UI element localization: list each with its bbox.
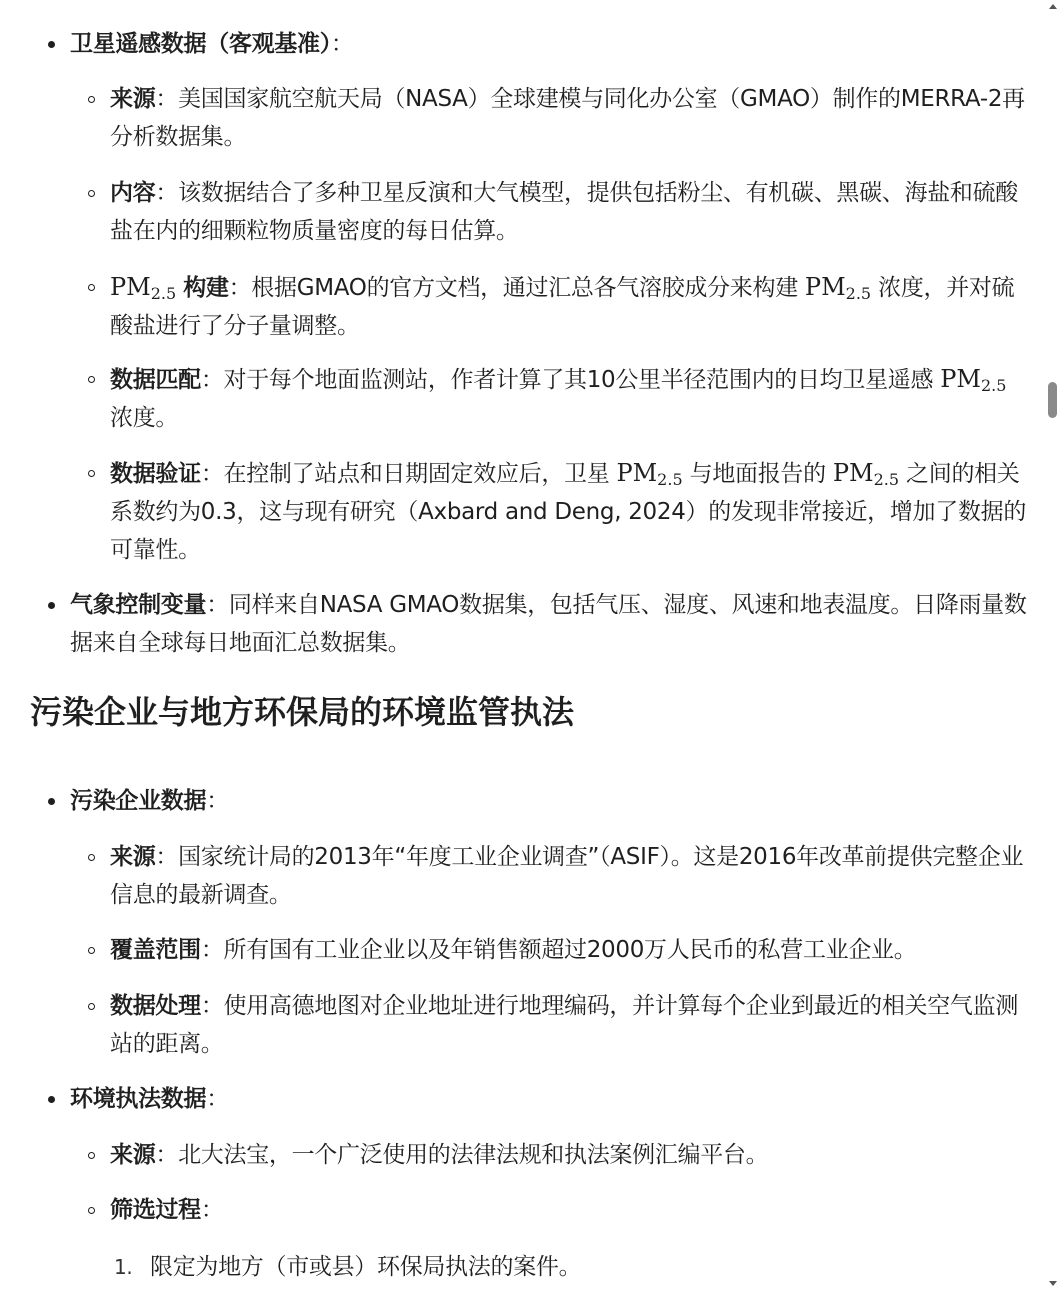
sub-item-data-match: 数据匹配：对于每个地面监测站，作者计算了其10公里半径范围内的日均卫星遥感 $PM_{2.5}$ 浓度。	[110, 365, 1007, 431]
math-pm25: $PM_{2.5}$	[110, 273, 177, 303]
sub-item-label: 数据处理	[110, 993, 201, 1019]
ordered-list-item: 限定为地方（市或县）环保局执法的案件。	[150, 1254, 582, 1280]
math-pm25: $PM_{2.5}$	[832, 459, 900, 489]
sub-item-label: 数据匹配	[110, 367, 201, 393]
sub-item-label: 来源	[110, 1142, 156, 1168]
sub-item-label: 筛选过程	[110, 1197, 201, 1223]
sub-item-content: 内容：该数据结合了多种卫星反演和大气模型，提供包括粉尘、有机碳、黑碳、海盐和硫酸盐在内的细颗粒物质量密度的每日估算。	[110, 180, 1019, 244]
sub-item-pm-build: $PM_{2.5}$ 构建：根据GMAO的官方文档，通过汇总各气溶胶成分来构建 $PM_{2.5}$ 浓度，并对硫酸盐进行了分子量调整。	[110, 273, 1015, 339]
sub-item-processing: 数据处理：使用高德地图对企业地址进行地理编码，并计算每个企业到最近的相关空气监测站的距离。	[110, 993, 1019, 1057]
sub-item-source: 来源：美国国家航空航天局（NASA）全球建模与同化办公室（GMAO）制作的MERRA-2再分析数据集。	[110, 86, 1025, 150]
scrollbar-thumb[interactable]	[1048, 382, 1057, 418]
scroll-down-icon[interactable]	[1049, 1281, 1057, 1286]
bullet-circle	[88, 96, 95, 103]
sub-item-label: 内容	[110, 180, 156, 206]
item-title: 污染企业数据	[70, 788, 207, 814]
bullet-disc	[48, 798, 55, 805]
sub-item-label: 覆盖范围	[110, 937, 201, 963]
bullet-circle	[88, 284, 95, 291]
sub-item-label: 来源	[110, 86, 156, 112]
item-title: 气象控制变量	[70, 592, 207, 618]
sub-item-data-verify: 数据验证：在控制了站点和日期固定效应后，卫星 $PM_{2.5}$ 与地面报告的 $PM_{2.5}$ 之间的相关系数约为0.3，这与现有研究（Axbard and Deng, 2024）的发现非常接近，增加了数据的可靠性。	[110, 459, 1027, 563]
item-title: 环境执法数据	[70, 1086, 207, 1112]
sub-item-label: 数据验证	[110, 461, 201, 487]
sub-item-source: 来源：北大法宝，一个广泛使用的法律法规和执法案例汇编平台。	[110, 1142, 769, 1168]
sub-item-coverage: 覆盖范围：所有国有工业企业以及年销售额超过2000万人民币的私营工业企业。	[110, 937, 917, 963]
bullet-disc	[48, 41, 55, 48]
scroll-up-icon[interactable]	[1049, 4, 1057, 9]
bullet-disc	[48, 602, 55, 609]
bullet-circle	[88, 854, 95, 861]
bullet-disc	[48, 1096, 55, 1103]
list-item-weather: 气象控制变量：同样来自NASA GMAO数据集，包括气压、湿度、风速和地表温度。日降雨量数据来自全球每日地面汇总数据集。	[70, 592, 1027, 656]
sub-item-label: 构建	[183, 275, 229, 301]
list-item-satellite: 卫星遥感数据（客观基准）：	[70, 31, 354, 57]
item-title: 卫星遥感数据（客观基准）	[70, 31, 331, 57]
sub-item-source: 来源：国家统计局的2013年“年度工业企业调查”（ASIF）。这是2016年改革前提供完整企业信息的最新调查。	[110, 844, 1024, 908]
bullet-circle	[88, 190, 95, 197]
bullet-circle	[88, 1152, 95, 1159]
bullet-circle	[88, 947, 95, 954]
sub-item-filter: 筛选过程：	[110, 1197, 224, 1223]
bullet-circle	[88, 1207, 95, 1214]
sub-item-label: 来源	[110, 844, 156, 870]
bullet-circle	[88, 1003, 95, 1010]
vertical-scrollbar[interactable]	[1044, 0, 1062, 1292]
bullet-circle	[88, 470, 95, 477]
list-item-firms: 污染企业数据：	[70, 788, 229, 814]
list-item-enforcement: 环境执法数据：	[70, 1086, 229, 1112]
ordered-list-number: 1.	[114, 1255, 133, 1279]
math-pm25: $PM_{2.5}$	[804, 273, 872, 303]
bullet-circle	[88, 376, 95, 383]
math-pm25: $PM_{2.5}$	[616, 459, 683, 489]
section-heading: 污染企业与地方环保局的环境监管执法	[30, 693, 575, 731]
math-pm25: $PM_{2.5}$	[940, 365, 1007, 395]
